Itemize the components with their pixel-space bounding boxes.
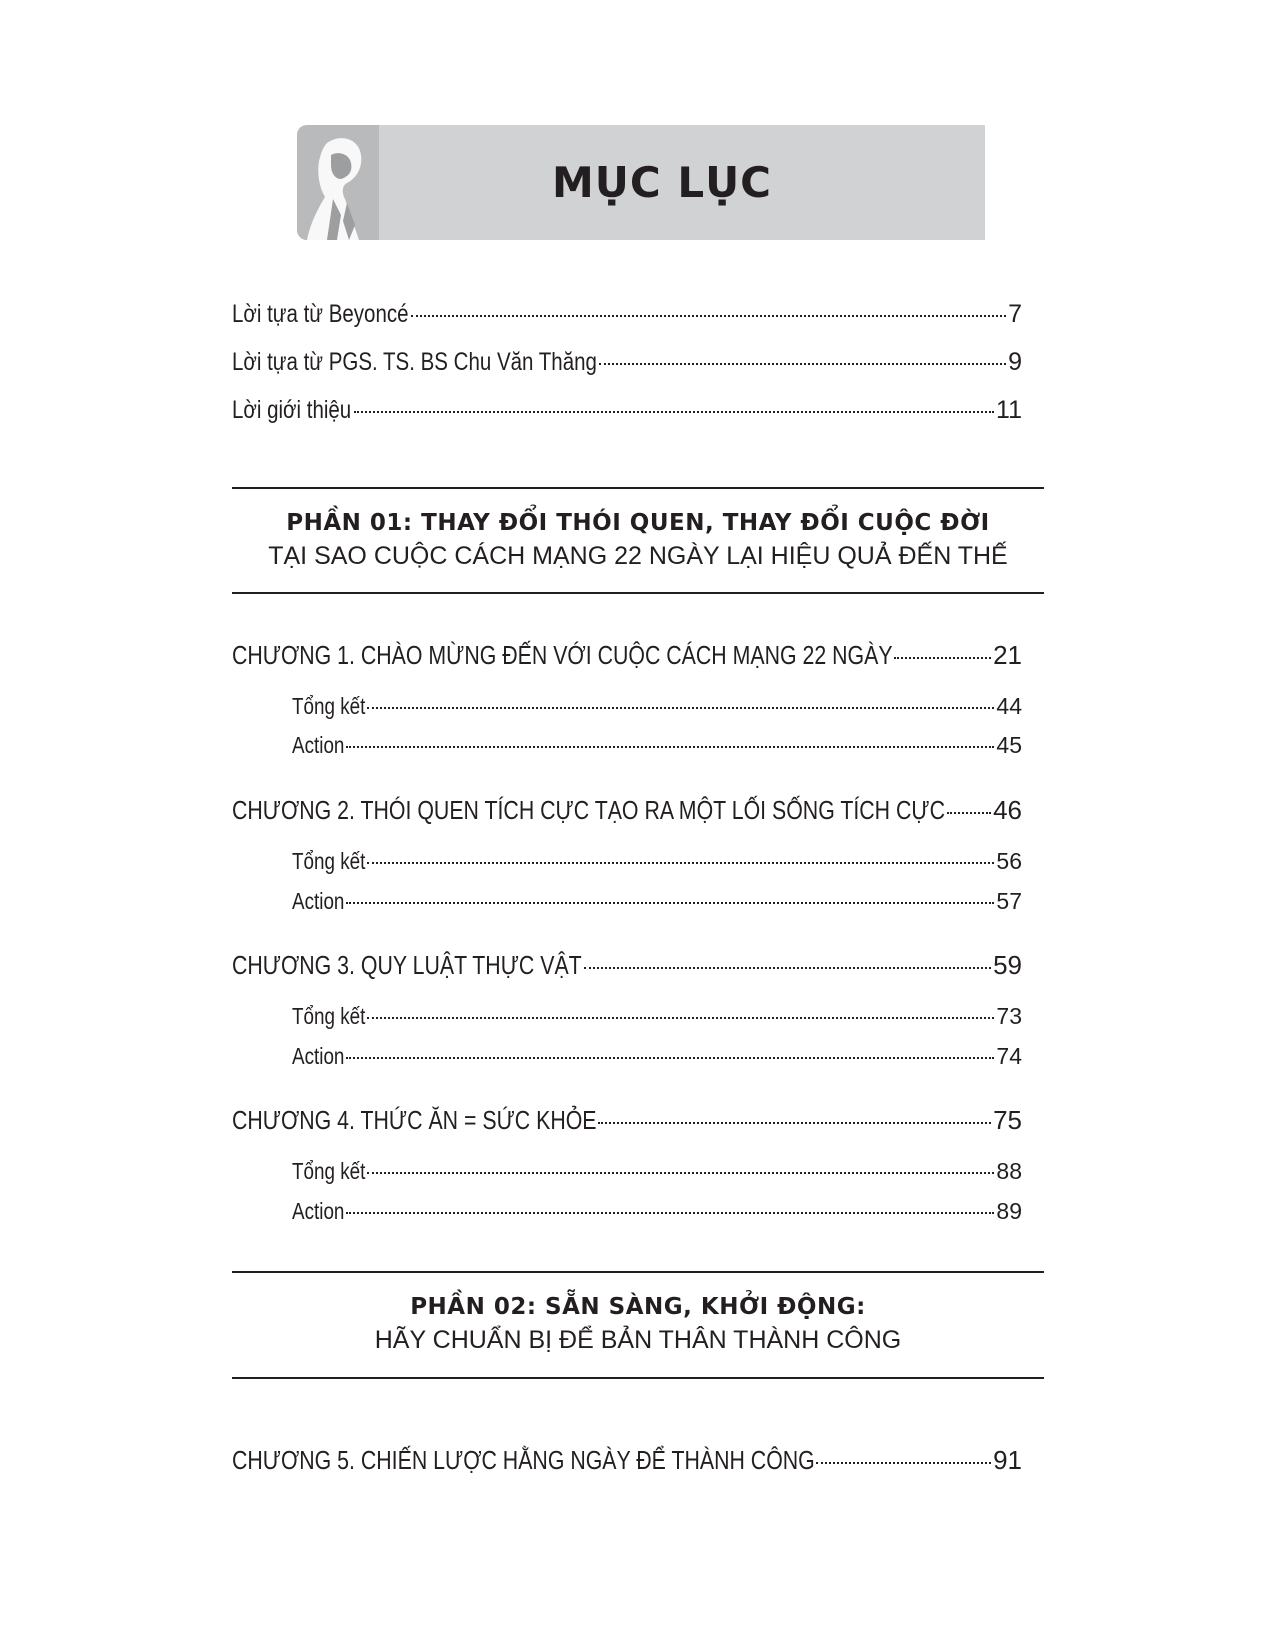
part-heading: PHẦN 01: THAY ĐỔI THÓI QUEN, THAY ĐỔI CUỘC ĐỜI — [286, 510, 990, 536]
section-page: 89 — [996, 1198, 1022, 1224]
section-page: 88 — [996, 1158, 1022, 1184]
toc-chapter-entry[interactable] — [232, 1105, 1022, 1136]
toc-section-entry[interactable] — [292, 732, 1022, 759]
part-subheading: HÃY CHUẨN BỊ ĐỂ BẢN THÂN THÀNH CÔNG — [374, 1326, 902, 1354]
toc-chapter-entry[interactable] — [232, 950, 1022, 981]
toc-section-entry[interactable] — [292, 1158, 1022, 1185]
chapter-page: 91 — [993, 1445, 1022, 1475]
toc-section-entry[interactable] — [292, 848, 1022, 875]
dot-leader — [599, 363, 1006, 365]
dot-leader — [367, 1172, 995, 1174]
chapter-title: CHƯƠNG 5. CHIẾN LƯỢC HẰNG NGÀY ĐỂ THÀNH CÔNG — [232, 1445, 815, 1475]
part-subheading: TẠI SAO CUỘC CÁCH MẠNG 22 NGÀY LẠI HIỆU QUẢ ĐẾN THẾ — [268, 542, 1008, 570]
toc-section-entry[interactable] — [292, 1043, 1022, 1070]
chapter-title: CHƯƠNG 4. THỨC ĂN = SỨC KHỎE — [232, 1105, 597, 1135]
toc-entry-page: 9 — [1008, 348, 1022, 376]
dot-leader — [346, 1057, 994, 1059]
chapter-page: 46 — [993, 795, 1022, 825]
dot-leader — [346, 902, 994, 904]
section-title: Action — [292, 732, 345, 758]
page-title: MỤC LỤC — [551, 158, 773, 207]
dot-leader — [816, 1462, 991, 1464]
dot-leader — [346, 1212, 994, 1214]
toc-entry-title: Lời tựa từ PGS. TS. BS Chu Văn Thăng — [232, 348, 597, 376]
section-title: Tổng kết — [292, 1003, 366, 1029]
toc-entry-page: 7 — [1008, 300, 1022, 328]
toc-section-entry[interactable] — [292, 693, 1022, 720]
chapter-title: CHƯƠNG 1. CHÀO MỪNG ĐẾN VỚI CUỘC CÁCH MẠNG 22 NGÀY — [232, 640, 893, 670]
dot-leader — [367, 862, 995, 864]
dot-leader — [411, 315, 1006, 317]
section-page: 45 — [996, 732, 1022, 758]
part-heading-block — [232, 1294, 1044, 1355]
toc-section-entry[interactable] — [292, 1198, 1022, 1225]
dot-leader — [894, 657, 991, 659]
section-page: 56 — [996, 848, 1022, 874]
section-title: Tổng kết — [292, 848, 366, 874]
section-title: Tổng kết — [292, 1158, 366, 1184]
toc-chapter-entry[interactable] — [232, 795, 1022, 826]
section-title: Tổng kết — [292, 693, 366, 719]
section-divider — [232, 487, 1044, 489]
section-page: 73 — [996, 1003, 1022, 1029]
section-divider — [232, 1377, 1044, 1379]
dot-leader — [367, 707, 995, 709]
chapter-page: 21 — [993, 640, 1022, 670]
toc-entry[interactable] — [232, 348, 1022, 377]
chapter-page: 75 — [993, 1105, 1022, 1135]
toc-chapter-entry[interactable] — [232, 1445, 1022, 1476]
section-page: 57 — [996, 888, 1022, 914]
dot-leader — [346, 746, 994, 748]
part-heading: PHẦN 02: SẴN SÀNG, KHỞI ĐỘNG: — [410, 1294, 866, 1320]
chapter-title: CHƯƠNG 3. QUY LUẬT THỰC VẬT — [232, 950, 582, 980]
dot-leader — [367, 1017, 995, 1019]
toc-entry[interactable] — [232, 396, 1022, 425]
dot-leader — [598, 1122, 991, 1124]
dot-leader — [584, 967, 991, 969]
toc-section-entry[interactable] — [292, 1003, 1022, 1030]
section-page: 44 — [996, 693, 1022, 719]
toc-entry[interactable] — [232, 300, 1022, 329]
toc-section-entry[interactable] — [292, 888, 1022, 915]
section-divider — [232, 1271, 1044, 1273]
dot-leader — [947, 812, 992, 814]
section-page: 74 — [996, 1043, 1022, 1069]
chapter-title: CHƯƠNG 2. THÓI QUEN TÍCH CỰC TẠO RA MỘT LỐI SỐNG TÍCH CỰC — [232, 795, 945, 825]
part-heading-block — [232, 510, 1044, 571]
portrait-silhouette-icon — [297, 125, 379, 240]
chapter-page: 59 — [993, 950, 1022, 980]
section-title: Action — [292, 1198, 345, 1224]
toc-entry-title: Lời tựa từ Beyoncé — [232, 300, 409, 328]
section-divider — [232, 592, 1044, 594]
toc-entry-title: Lời giới thiệu — [232, 396, 352, 424]
toc-entry-page: 11 — [996, 396, 1022, 424]
toc-chapter-entry[interactable] — [232, 640, 1022, 671]
dot-leader — [354, 411, 994, 413]
toc-header-banner — [297, 125, 985, 240]
section-title: Action — [292, 1043, 345, 1069]
section-title: Action — [292, 888, 345, 914]
